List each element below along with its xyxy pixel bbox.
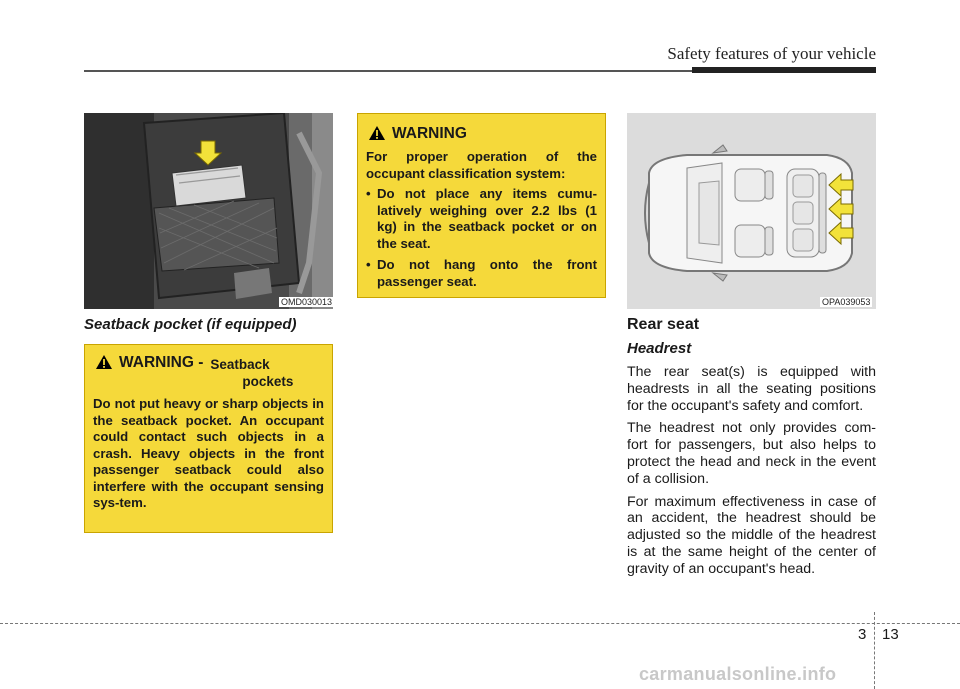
seatback-warning-box xyxy=(84,344,333,533)
footer-rule xyxy=(0,623,960,624)
warning-subject-line2: pockets xyxy=(242,374,294,389)
paragraph: The headrest not only provides com-fort for passengers, but also helps to protect the head and neck in the event of a collision. xyxy=(627,420,876,487)
page-number: 13 xyxy=(882,626,899,643)
vehicle-illustration xyxy=(627,113,876,309)
paragraph: The rear seat(s) is equipped with headrests in all the seating positions for the occupant's safety and comfort. xyxy=(627,364,876,414)
header-rule xyxy=(84,70,694,72)
chapter-number: 3 xyxy=(858,626,867,643)
warning-body: Do not put heavy or sharp objects in the seatback pocket. An occupant could contact such objects in a crash. Heavy objects in the front passenger seatback could also interfere with the occupant sensing sys-tem. xyxy=(93,396,324,510)
header-rule-thick xyxy=(692,67,876,73)
footer-divider xyxy=(874,612,875,689)
warning-triangle-icon xyxy=(368,125,386,141)
warning-heading xyxy=(95,354,293,390)
photo-id-right: OPA039053 xyxy=(822,297,871,307)
vehicle-top-view-photo xyxy=(627,113,876,309)
warning-intro: For proper operation of the occupant classification system: xyxy=(366,149,597,181)
watermark: carmanualsonline.info xyxy=(639,664,837,684)
warning-subject-line1: Seatback xyxy=(210,357,270,372)
subsection-title: Headrest xyxy=(627,340,692,357)
photo-id-left: OMD030013 xyxy=(281,297,333,307)
warning-bullet-list xyxy=(366,186,597,290)
warning-triangle-icon xyxy=(95,354,113,370)
warning-heading-2 xyxy=(368,125,467,143)
arrow-left-icon xyxy=(829,174,853,244)
running-header: Safety features of your vehicle xyxy=(667,44,876,63)
warning-bullet-item: • Do not place any items cumu-latively weighing over 2.2 lbs (1 kg) in the seatback pocket or on the seat. xyxy=(366,186,597,251)
headrest-text xyxy=(627,364,876,578)
ocs-warning-box xyxy=(357,113,606,298)
warning-bullet-item: • Do not hang onto the front passenger seat. xyxy=(366,257,597,289)
section-title: Rear seat xyxy=(627,316,700,333)
warning-label-2: WARNING xyxy=(392,125,467,142)
seatback-illustration xyxy=(84,113,333,309)
paragraph: For maximum effectiveness in case of an accident, the headrest should be adjusted so the middle of the headrest is at the same height of the center of gravity of an occupant's head. xyxy=(627,493,876,577)
seatback-pocket-photo xyxy=(84,113,333,309)
warning-label: WARNING - xyxy=(119,354,204,371)
seatback-pocket-caption: Seatback pocket (if equipped) xyxy=(84,316,297,333)
